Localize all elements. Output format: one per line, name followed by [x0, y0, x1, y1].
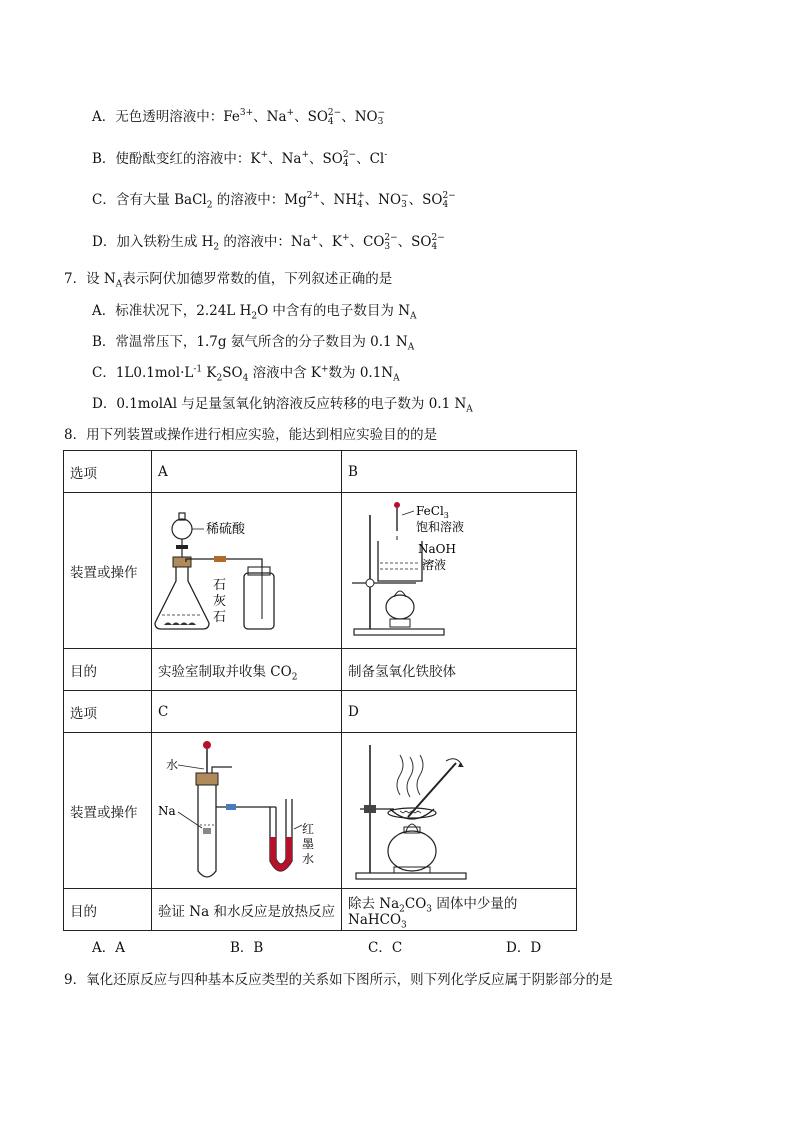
q7-a-sub2: A [410, 311, 417, 322]
q8-col-a-label: A [152, 451, 342, 493]
q7-c-text1: C．1L0.1mol·L [92, 365, 194, 381]
label-water: 水 [166, 758, 179, 772]
label-naoh: NaOH [418, 542, 456, 556]
q8-option-a: A．A [92, 940, 125, 956]
q6-c-prefix: C．含有大量 BaCl [92, 192, 207, 208]
q8-table [63, 450, 577, 931]
q6-d-prefix-sub: 2 [213, 242, 220, 253]
q8-option-b: B．B [230, 940, 264, 956]
ion-formula: CO 2− 3 [362, 232, 398, 252]
label-saturated: 饱和溶液 [416, 520, 465, 534]
ion-formula: Mg 2+ [284, 190, 321, 208]
q8-purpose-b: 制备氢氧化铁胶体 [342, 649, 577, 691]
q6-a-prefix: A．无色透明溶液中： [92, 109, 224, 125]
apparatus-c-diagram [152, 733, 341, 888]
ion-formula: SO 2− 4 [322, 149, 357, 169]
q7-a-text2: O 中含有的电子数目为 N [257, 303, 411, 319]
ion-formula: SO 2− 4 [411, 232, 445, 252]
q8-device-label-2: 装置或操作 [64, 733, 152, 889]
q6-option-b [92, 150, 387, 169]
q7-c-sub3: A [393, 373, 400, 384]
q6-c-prefix-end: 的溶液中： [212, 192, 285, 208]
label-acid: 稀硫酸 [206, 522, 246, 537]
q7-c-sup: -1 [193, 364, 203, 375]
q7-c-text3: SO [222, 365, 243, 381]
ion-formula: NH + 4 [333, 190, 365, 210]
q8-purpose-row-cd [64, 889, 577, 931]
q6-d-ions: Na + 、K + 、CO 2− 3 、SO 2− 4 [290, 232, 445, 252]
q8-device-row-cd [64, 733, 577, 889]
q6-c-ions: Mg 2+ 、NH + 4 、NO − 3 、SO 2− 4 [284, 190, 456, 210]
q8-col-c-label: C [152, 691, 342, 733]
q7-a-sub: 2 [251, 311, 258, 322]
q8-header-label-2: 选项 [64, 691, 152, 733]
q8-purpose-label-1: 目的 [64, 649, 152, 691]
q8-option-c: C．C [368, 940, 403, 956]
ion-formula: K + [331, 232, 350, 250]
q6-d-prefix: D．加入铁粉生成 H [92, 234, 214, 250]
q6-a-ions: Fe 3+ 、Na + 、SO 2− 4 、NO − 3 [223, 107, 386, 127]
q8-stem: 8．用下列装置或操作进行相应实验，能达到相应实验目的的是 [64, 427, 438, 443]
q6-c-prefix-sub: 2 [206, 200, 213, 211]
q6-b-ions: K + 、Na + 、SO 2− 4 、Cl - [250, 149, 388, 169]
q6-option-d [92, 233, 445, 252]
ion-formula: SO 2− 4 [422, 190, 456, 210]
q7-stem [64, 270, 392, 288]
q8-header-row-ab [64, 451, 577, 493]
label-ink2: 墨 [302, 837, 315, 851]
q8-header-label-1: 选项 [64, 451, 152, 493]
ion-formula: NO − 3 [354, 107, 386, 127]
label-solution: 溶液 [422, 558, 447, 572]
q8-apparatus-a [152, 493, 342, 649]
q8-purpose-row-ab [64, 649, 577, 691]
q7-option-b [92, 333, 414, 351]
ion-formula: Fe 3+ [223, 107, 254, 125]
apparatus-a-diagram [152, 493, 341, 648]
q8-purpose-c: 验证 Na 和水反应是放热反应 [152, 889, 342, 931]
q7-c-text2: K [202, 365, 217, 381]
q7-c-sub2: 4 [242, 373, 249, 384]
label-na: Na [158, 804, 176, 818]
q7-b-text: B．常温常压下，1.7g 氨气所含的分子数目为 0.1 N [92, 334, 408, 350]
q8-header-row-cd [64, 691, 577, 733]
ion-formula: NO − 3 [378, 190, 409, 210]
purpose-d-sub2: 3 [426, 904, 433, 915]
q8-device-row-ab [64, 493, 577, 649]
apparatus-b-diagram [342, 493, 576, 648]
ion-formula: Cl - [369, 149, 388, 167]
q7-stem-a: 7．设 N [64, 271, 116, 287]
purpose-d-text3: 固体中少量的 NaHCO [348, 895, 518, 928]
q7-c-sub1: 2 [216, 373, 223, 384]
ion-formula: Na + [281, 149, 309, 167]
q7-c-text5: 数为 0.1N [328, 365, 394, 381]
q8-apparatus-b [342, 493, 577, 649]
label-stone3: 石 [213, 610, 227, 625]
q6-option-c [92, 191, 456, 210]
label-fecl3: FeCl$_3$ [416, 504, 449, 520]
q7-d-sub: A [466, 404, 473, 415]
q6-b-prefix: B．使酚酞变红的溶液中： [92, 151, 251, 167]
ion-formula: Na + [266, 107, 295, 125]
q7-d-text: D．0.1molAl 与足量氢氧化钠溶液反应转移的电子数为 0.1 N [92, 396, 467, 412]
q9-stem: 9．氧化还原反应与四种基本反应类型的关系如下图所示，则下列化学反应属于阴影部分的是 [64, 972, 613, 988]
ion-formula: K + [250, 149, 269, 167]
q7-c-text4: 溶液中含 K [248, 365, 321, 381]
q7-a-text1: A．标准状况下，2.24L H [92, 303, 252, 319]
ion-formula: SO 2− 4 [307, 107, 342, 127]
ion-formula: Na + [290, 232, 319, 250]
purpose-a-text: 实验室制取并收集 CO [158, 663, 292, 680]
q7-c-sup2: + [321, 364, 329, 375]
q7-option-c [92, 364, 400, 382]
q8-purpose-a [152, 649, 342, 691]
purpose-d-sub1: 2 [399, 904, 405, 915]
q8-col-b-label: B [342, 451, 577, 493]
purpose-d-text2: CO [404, 895, 427, 912]
q7-option-a [92, 302, 417, 320]
label-ink1: 红 [302, 822, 315, 836]
q7-b-sub: A [407, 342, 415, 353]
label-ink3: 水 [302, 852, 315, 866]
purpose-a-sub: 2 [291, 672, 298, 683]
label-stone2: 灰 [213, 594, 227, 609]
label-stone1: 石 [213, 578, 227, 593]
q8-purpose-label-2: 目的 [64, 889, 152, 931]
q6-d-prefix-end: 的溶液中： [219, 234, 291, 250]
q8-device-label-1: 装置或操作 [64, 493, 152, 649]
q6-option-a [92, 108, 385, 127]
q7-stem-b: 表示阿伏加德罗常数的值，下列叙述正确的是 [122, 271, 393, 287]
q8-options [92, 939, 541, 957]
q7-option-d [92, 395, 473, 413]
q8-col-d-label: D [342, 691, 577, 733]
purpose-d-text1: 除去 Na [348, 895, 400, 912]
q7-stem-sub: A [115, 279, 123, 290]
apparatus-d-diagram [342, 733, 576, 888]
q8-apparatus-c [152, 733, 342, 889]
purpose-d-sub3: 3 [401, 920, 407, 931]
q8-apparatus-d [342, 733, 577, 889]
q8-purpose-d [342, 889, 577, 931]
q8-option-d: D．D [506, 940, 542, 956]
